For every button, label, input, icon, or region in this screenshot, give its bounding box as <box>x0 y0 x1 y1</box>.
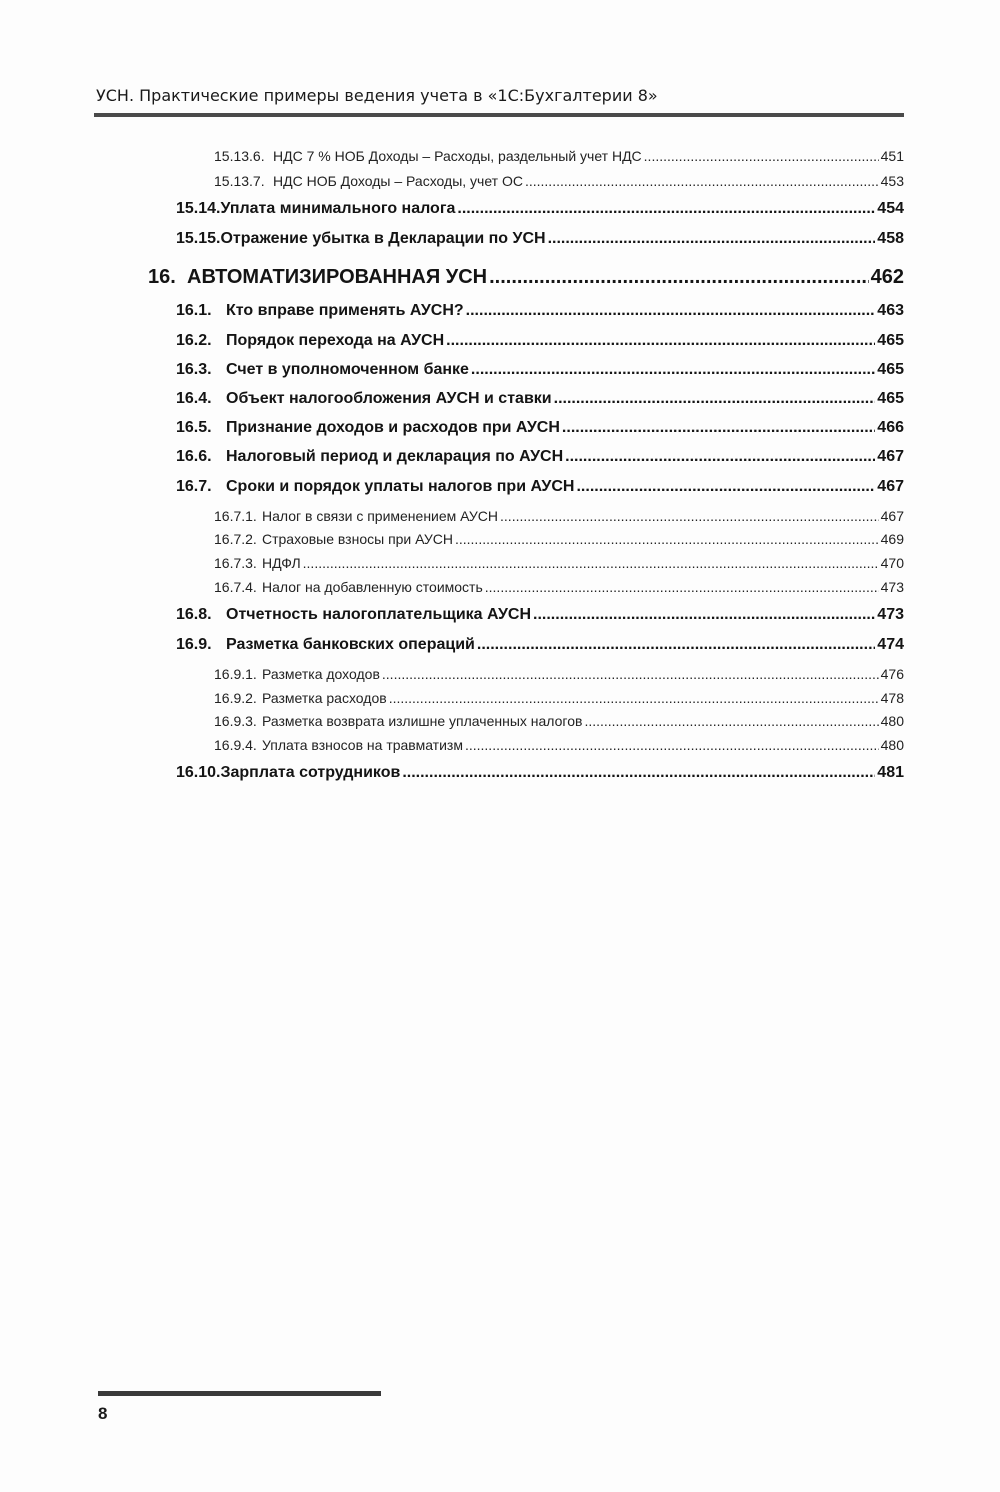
toc-leader-dots <box>548 230 876 248</box>
toc-entry-15-13-6[interactable] <box>214 148 904 164</box>
toc-entry-page: 467 <box>880 508 904 524</box>
toc-entry-16-5[interactable] <box>176 419 904 437</box>
toc-leader-dots <box>485 579 879 595</box>
toc-entry-page: 458 <box>877 230 904 247</box>
toc-entry-page: 473 <box>880 579 904 595</box>
toc-leader-dots <box>303 555 879 571</box>
toc-entry-title: Налог на добавленную стоимость <box>262 579 483 595</box>
toc-entry-page: 480 <box>880 713 904 729</box>
toc-entry-title: Кто вправе применять АУСН? <box>226 302 464 319</box>
toc-entry-title: НДФЛ <box>262 555 301 571</box>
toc-entry-number: 15.14. <box>176 200 221 217</box>
toc-entry-15-14[interactable] <box>176 200 904 218</box>
toc-entry-16-7-3[interactable] <box>214 555 904 571</box>
toc-leader-dots <box>565 448 875 466</box>
toc-entry-page: 480 <box>880 737 904 753</box>
toc-chapter-16[interactable] <box>148 266 904 289</box>
toc-entry-16-3[interactable] <box>176 361 904 379</box>
toc-leader-dots <box>576 478 875 496</box>
toc-leader-dots <box>446 332 875 350</box>
toc-entry-16-1[interactable] <box>176 302 904 320</box>
toc-entry-16-6[interactable] <box>176 448 904 466</box>
toc-entry-number: 16. <box>148 266 176 288</box>
toc-leader-dots <box>644 148 879 164</box>
toc-leader-dots <box>489 266 869 289</box>
toc-leader-dots <box>382 666 879 682</box>
toc-entry-title: Страховые взносы при АУСН <box>262 531 453 547</box>
toc-leader-dots <box>455 531 879 547</box>
toc-entry-15-13-7[interactable] <box>214 173 904 189</box>
toc-leader-dots <box>500 508 879 524</box>
toc-entry-16-7[interactable] <box>176 478 904 496</box>
toc-entry-title: Разметка возврата излишне уплаченных налогов <box>262 713 583 729</box>
toc-entry-number: 15.13.6. <box>214 148 265 164</box>
toc-entry-16-8[interactable] <box>176 606 904 624</box>
toc-entry-number: 16.9.4. <box>214 737 257 753</box>
toc-entry-number: 16.2. <box>176 332 212 349</box>
toc-entry-page: 465 <box>877 361 904 378</box>
toc-entry-number: 15.15. <box>176 230 221 247</box>
toc-entry-page: 466 <box>877 419 904 436</box>
toc-entry-title: Счет в уполномоченном банке <box>226 361 469 378</box>
header-rule <box>94 113 904 117</box>
toc-entry-page: 454 <box>877 200 904 217</box>
toc-entry-number: 16.7. <box>176 478 212 495</box>
toc-entry-number: 16.7.4. <box>214 579 257 595</box>
toc-entry-page: 470 <box>880 555 904 571</box>
toc-entry-page: 462 <box>870 266 904 288</box>
toc-entry-number: 16.7.2. <box>214 531 257 547</box>
toc-entry-16-7-1[interactable] <box>214 508 904 524</box>
toc-entry-number: 16.9.1. <box>214 666 257 682</box>
toc-entry-number: 16.8. <box>176 606 212 623</box>
toc-entry-number: 16.6. <box>176 448 212 465</box>
toc-leader-dots <box>457 200 875 218</box>
toc-entry-page: 478 <box>880 690 904 706</box>
footer-rule <box>98 1391 381 1396</box>
toc-entry-page: 453 <box>880 173 904 189</box>
toc-entry-page: 467 <box>877 478 904 495</box>
toc-entry-number: 16.9.3. <box>214 713 257 729</box>
toc-entry-number: 16.9.2. <box>214 690 257 706</box>
toc-entry-number: 16.7.1. <box>214 508 257 524</box>
toc-entry-16-7-4[interactable] <box>214 579 904 595</box>
toc-entry-title: Отражение убытка в Декларации по УСН <box>220 230 546 247</box>
toc-entry-title: Разметка доходов <box>262 666 380 682</box>
toc-entry-title: Разметка расходов <box>262 690 387 706</box>
toc-entry-number: 16.3. <box>176 361 212 378</box>
toc-leader-dots <box>465 737 879 753</box>
toc-leader-dots <box>584 713 878 729</box>
toc-entry-title: Отчетность налогоплательщика АУСН <box>226 606 532 623</box>
toc-leader-dots <box>389 690 879 706</box>
toc-entry-page: 481 <box>877 764 904 781</box>
running-title: УСН. Практические примеры ведения учета в «1С:Бухгалтерии 8» <box>96 86 658 105</box>
toc-leader-dots <box>471 361 875 379</box>
toc-entry-16-10[interactable] <box>176 764 904 782</box>
toc-entry-16-4[interactable] <box>176 390 904 408</box>
toc-entry-16-9[interactable] <box>176 636 904 654</box>
toc-entry-title: Разметка банковских операций <box>226 636 475 653</box>
toc-entry-page: 465 <box>877 332 904 349</box>
toc-leader-dots <box>533 606 875 624</box>
toc-entry-number: 16.9. <box>176 636 212 653</box>
page-number: 8 <box>98 1404 108 1423</box>
toc-entry-title: Уплата минимального налога <box>220 200 456 217</box>
toc-entry-title: НДС 7 % НОБ Доходы – Расходы, раздельный учет НДС <box>273 148 642 164</box>
toc-entry-page: 465 <box>877 390 904 407</box>
toc-entry-16-9-2[interactable] <box>214 690 904 706</box>
toc-entry-16-2[interactable] <box>176 332 904 350</box>
toc-leader-dots <box>466 302 876 320</box>
toc-entry-16-9-3[interactable] <box>214 713 904 729</box>
toc-entry-15-15[interactable] <box>176 230 904 248</box>
toc-entry-number: 16.4. <box>176 390 212 407</box>
toc-entry-title: Налог в связи с применением АУСН <box>262 508 499 524</box>
toc-entry-title: НДС НОБ Доходы – Расходы, учет ОС <box>273 173 523 189</box>
toc-entry-page: 473 <box>877 606 904 623</box>
toc-entry-title: Зарплата сотрудников <box>220 764 401 781</box>
toc-entry-number: 16.5. <box>176 419 212 436</box>
toc-entry-page: 474 <box>877 636 904 653</box>
toc-entry-page: 451 <box>880 148 904 164</box>
toc-entry-title: АВТОМАТИЗИРОВАННАЯ УСН <box>187 266 488 288</box>
toc-entry-title: Уплата взносов на травматизм <box>262 737 463 753</box>
toc-entry-page: 469 <box>880 531 904 547</box>
toc-entry-title: Налоговый период и декларация по АУСН <box>226 448 564 465</box>
toc-entry-title: Порядок перехода на АУСН <box>226 332 445 349</box>
toc-entry-16-9-4[interactable] <box>214 737 904 753</box>
toc-leader-dots <box>477 636 875 654</box>
toc-entry-number: 15.13.7. <box>214 173 265 189</box>
toc-entry-number: 16.1. <box>176 302 212 319</box>
toc-leader-dots <box>402 764 875 782</box>
toc-entry-page: 463 <box>877 302 904 319</box>
toc-entry-page: 467 <box>877 448 904 465</box>
toc-entry-16-7-2[interactable] <box>214 531 904 547</box>
toc-entry-title: Признание доходов и расходов при АУСН <box>226 419 560 436</box>
toc-entry-title: Объект налогообложения АУСН и ставки <box>226 390 552 407</box>
toc-entry-16-9-1[interactable] <box>214 666 904 682</box>
toc-entry-page: 476 <box>880 666 904 682</box>
toc-leader-dots <box>554 390 876 408</box>
toc-leader-dots <box>525 173 879 189</box>
toc-entry-title: Сроки и порядок уплаты налогов при АУСН <box>226 478 575 495</box>
toc-entry-number: 16.7.3. <box>214 555 257 571</box>
toc-entry-number: 16.10. <box>176 764 221 781</box>
toc-leader-dots <box>562 419 875 437</box>
